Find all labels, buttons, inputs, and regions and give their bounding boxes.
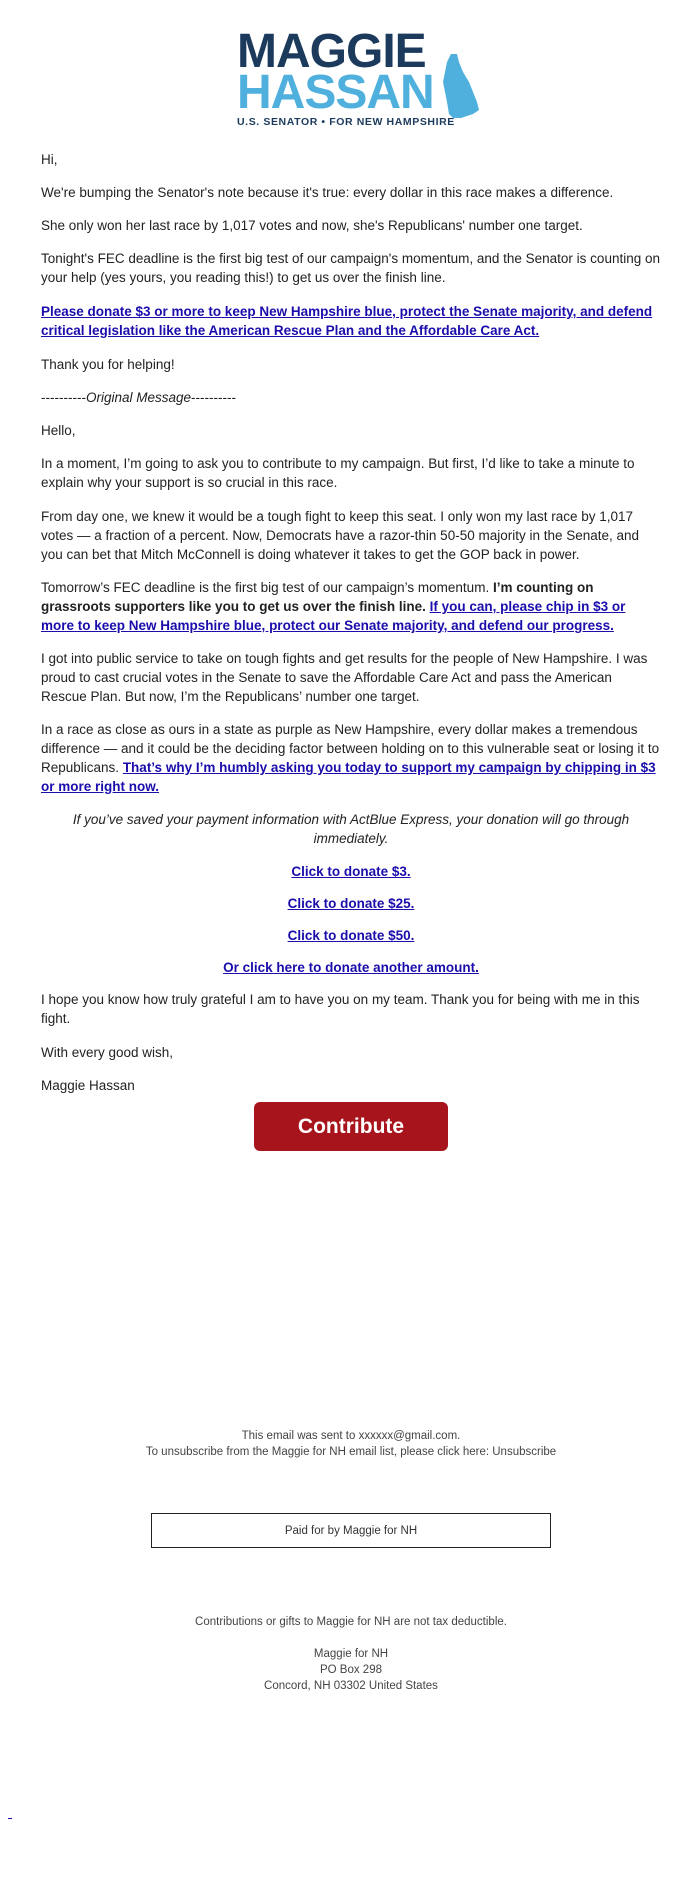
hello-line: Hello, bbox=[41, 423, 76, 438]
donate-25-row bbox=[41, 894, 661, 913]
org-po-box: PO Box 298 bbox=[319, 1664, 382, 1676]
grateful-paragraph: I hope you know how truly grateful I am to have you on my team. Thank you for being with me in this fight. bbox=[41, 992, 640, 1026]
purple-state-paragraph bbox=[41, 720, 661, 796]
donate-other-amount-link[interactable]: Or click here to donate another amount. bbox=[223, 960, 479, 975]
fec-plain-text: Tomorrow’s FEC deadline is the first big test of our campaign’s momentum. bbox=[41, 580, 493, 595]
paid-for-text: Paid for by Maggie for NH bbox=[284, 1524, 418, 1537]
ask-paragraph: In a moment, I’m going to ask you to contribute to my campaign. But first, I’d like to take a minute to explain why your support is so crucial in this race. bbox=[41, 456, 635, 490]
purple-state-text: In a race as close as ours in a state as purple as New Hampshire, every dollar makes a tremendous difference — and it could be the deciding factor between holding on to this vulnerable seat or losing it to Republicans. bbox=[41, 722, 660, 775]
deadline-paragraph: Tonight's FEC deadline is the first big test of our campaign's momentum, and the Senator is counting on your help (yes yours, you reading this!) to get us over the finish line. bbox=[41, 251, 660, 285]
tough-fight-paragraph: From day one, we knew it would be a tough fight to keep this seat. I only won my last race by 1,017 votes — a fraction of a percent. Now, Democrats have a razor-thin 50-50 majority in the Senate, and you can bet that Mitch McConnell is doing whatever it takes to get the GOP back in power. bbox=[41, 509, 640, 562]
unsubscribe-line bbox=[41, 1444, 661, 1460]
original-message-divider bbox=[41, 388, 661, 407]
intro-paragraph: We're bumping the Senator's note because it's true: every dollar in this race makes a difference. bbox=[41, 185, 614, 200]
tax-deductible-note: Contributions or gifts to Maggie for NH are not tax deductible. bbox=[195, 1616, 507, 1628]
support-campaign-link[interactable]: That’s why I’m humbly asking you today to support my campaign by chipping in $3 or more right now. bbox=[41, 760, 656, 794]
original-message-label: Original Message bbox=[85, 390, 192, 405]
public-service-paragraph: I got into public service to take on tough fights and get results for the people of New Hampshire. I was proud to cast crucial votes in the Senate to save the Affordable Care Act and pass the American Rescue Plan. But now, I’m the Republicans’ number one target. bbox=[41, 651, 648, 704]
actblue-express-note: If you’ve saved your payment information with ActBlue Express, your donation will go through immediately. bbox=[72, 812, 630, 846]
thanks-line: Thank you for helping! bbox=[41, 357, 175, 372]
fec-bold-text: I’m counting on grassroots supporters like you to get us over the finish line. bbox=[41, 580, 594, 614]
org-name: Maggie for NH bbox=[313, 1648, 389, 1660]
tracking-pixel-link bbox=[8, 1818, 12, 1819]
greeting: Hi, bbox=[41, 152, 58, 167]
campaign-logo bbox=[41, 25, 661, 128]
unsubscribe-text: To unsubscribe from the Maggie for NH email list, please click here: bbox=[145, 1446, 493, 1458]
new-hampshire-state-icon bbox=[433, 52, 481, 120]
logo-first-name: MAGGIE bbox=[237, 25, 426, 78]
donate-50-row bbox=[41, 926, 661, 945]
chip-in-link[interactable]: If you can, please chip in $3 or more to keep New Hampshire blue, protect our Senate majority, and defend our progress. bbox=[41, 599, 626, 633]
race-margin-paragraph: She only won her last race by 1,017 votes and now, she's Republicans' number one target. bbox=[41, 218, 583, 233]
donate-3-link-primary[interactable]: Please donate $3 or more to keep New Hampshire blue, protect the Senate majority, and defend critical legislation like the American Rescue Plan and the Affordable Care Act. bbox=[41, 304, 653, 338]
logo-tagline: U.S. SENATOR • FOR NEW HAMPSHIRE bbox=[237, 116, 455, 128]
org-city: Concord, NH 03302 United States bbox=[264, 1680, 438, 1692]
signature: Maggie Hassan bbox=[41, 1078, 135, 1093]
donate-50-link[interactable]: Click to donate $50. bbox=[287, 928, 415, 943]
paid-for-disclaimer-box bbox=[151, 1513, 551, 1548]
closing-line: With every good wish, bbox=[41, 1045, 174, 1060]
unsubscribe-link[interactable]: Unsubscribe bbox=[492, 1446, 557, 1458]
donate-3-link[interactable]: Click to donate $3. bbox=[291, 864, 411, 879]
donate-3-row bbox=[41, 862, 661, 881]
contribute-button[interactable]: Contribute bbox=[254, 1102, 448, 1151]
sent-to-line: This email was sent to xxxxxx@gmail.com. bbox=[241, 1430, 461, 1442]
logo-last-name: HASSAN bbox=[237, 66, 434, 119]
donate-25-link[interactable]: Click to donate $25. bbox=[287, 896, 415, 911]
divider-prefix: ---------- bbox=[41, 390, 86, 405]
fec-deadline-paragraph bbox=[41, 578, 661, 635]
donate-other-row bbox=[41, 958, 661, 977]
divider-suffix: ---------- bbox=[191, 390, 236, 405]
donate-link-paragraph bbox=[41, 302, 661, 340]
